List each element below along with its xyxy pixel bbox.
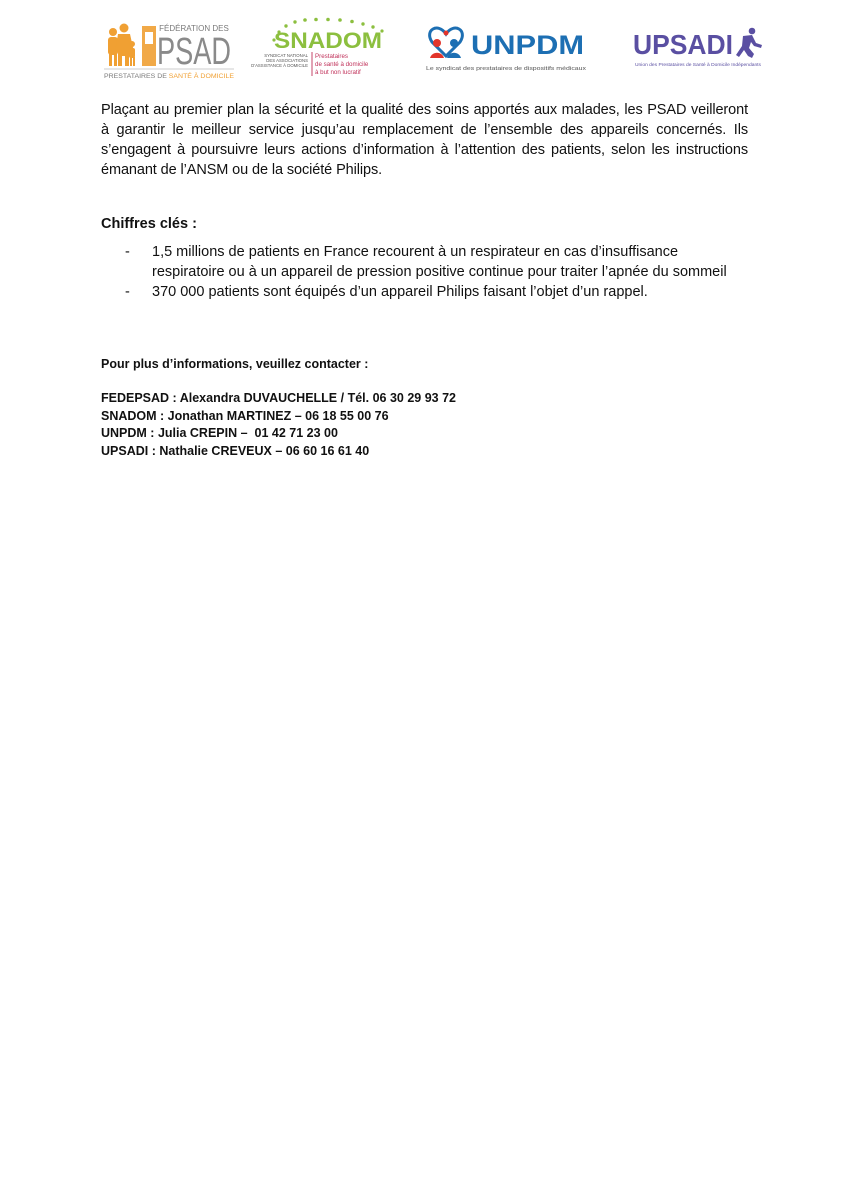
family-figures-icon (108, 24, 156, 67)
contact-list (101, 390, 748, 460)
snadom-right-line-1: Prestataires (315, 53, 349, 60)
snadom-left-line-1: SYNDICAT NATIONAL (264, 53, 308, 58)
unpdm-logo-main: UNPDM (471, 30, 584, 60)
intro-paragraph: Plaçant au premier plan la sécurité et la qualité des soins apportés aux malades, les PSAD veilleront à garantir le meilleur service jusqu’au remplacement de l’ensemble des appareils concernés. Ils s’engagent à poursuivre leurs actions d’information à l’attention des patients, selon les instructions émanant de l’ANSM ou de la société Philips. (101, 102, 748, 178)
key-figures-list (101, 242, 748, 302)
list-dash: - (125, 284, 130, 300)
upsadi-logo-tagline: Union des Prestataires de Santé à Domicile Indépendants (635, 62, 762, 67)
snadom-right-line-2: de santé à domicile (315, 61, 369, 68)
contact-title: Pour plus d’informations, veuillez contacter : (101, 357, 369, 371)
unpdm-heart-figures-icon (430, 28, 463, 58)
contact-snadom: SNADOM : Jonathan MARTINEZ – 06 18 55 00 76 (101, 408, 389, 423)
upsadi-logo (632, 26, 764, 72)
list-dash: - (125, 244, 130, 260)
contact-upsadi: UPSADI : Nathalie CREVEUX – 06 60 16 61 40 (101, 443, 370, 458)
unpdm-logo (424, 22, 589, 74)
contact-unpdm: UNPDM : Julia CREPIN – 01 42 71 23 00 (101, 426, 338, 440)
document-body (101, 100, 748, 460)
partner-logos (0, 0, 849, 90)
snadom-logo (251, 16, 394, 78)
list-item (101, 282, 748, 302)
list-item (101, 242, 748, 282)
running-figure-icon (736, 28, 762, 58)
psad-logo (102, 22, 236, 82)
psad-logo-main: PSAD (157, 31, 231, 73)
snadom-left-line-3: D'ASSISTANCE À DOMICILE (251, 63, 308, 68)
list-item-text: 370 000 patients sont équipés d’un appareil Philips faisant l’objet d’un rappel. (152, 284, 648, 300)
unpdm-logo-tagline: Le syndicat des prestataires de dispositifs médicaux (426, 66, 587, 72)
contact-fedepsad: FEDEPSAD : Alexandra DUVAUCHELLE / Tél. 06 30 29 93 72 (101, 391, 456, 405)
psad-logo-top: FÉDÉRATION DES (159, 24, 229, 33)
snadom-right-line-3: à but non lucratif (315, 69, 361, 76)
upsadi-logo-main: UPSADI (633, 29, 733, 60)
psad-logo-subtitle: PRESTATAIRES DE SANTÉ À DOMICILE (104, 73, 231, 80)
snadom-logo-main: SNADOM (274, 28, 382, 53)
snadom-left-line-2: DES ASSOCIATIONS (266, 58, 308, 63)
key-figures-title: Chiffres clés : (101, 216, 197, 232)
list-item-text: 1,5 millions de patients en France recourent à un respirateur en cas d’insuffisance respiratoire ou à un appareil de pression positive continue pour traiter l’apnée du sommeil (152, 244, 727, 280)
